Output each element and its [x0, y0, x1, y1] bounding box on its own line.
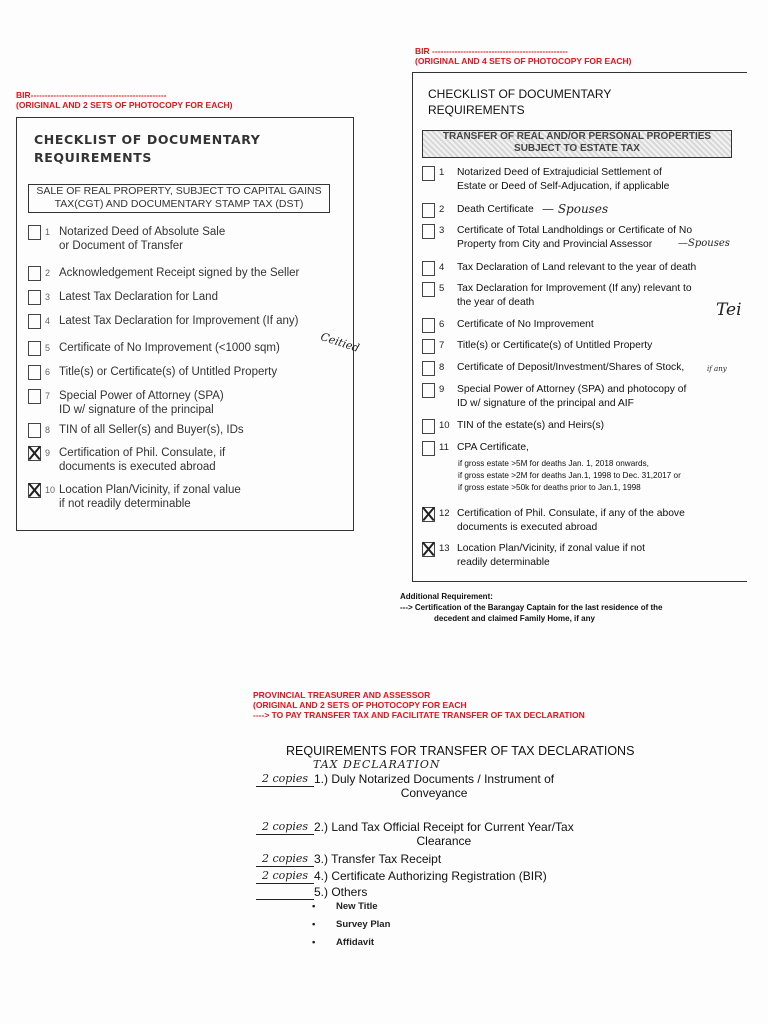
others-item: • New Title: [312, 901, 378, 912]
handwritten-copies: 2 copies: [256, 852, 314, 867]
checkbox[interactable]: [28, 314, 41, 329]
bottom-title: REQUIREMENTS FOR TRANSFER OF TAX DECLARATIONS: [286, 744, 635, 758]
item-text: TIN of the estate(s) and Heirs(s): [457, 420, 605, 431]
item-text: Special Power of Attorney (SPA) ID w/ signature of the principal: [59, 390, 224, 416]
left-handwritten-note: Ceitied: [318, 330, 361, 355]
checkbox[interactable]: [28, 225, 41, 240]
right-checklist-item: [422, 383, 686, 411]
left-checklist-item: [28, 365, 277, 380]
cpa-conditions: [458, 458, 681, 494]
item-number: 10: [45, 485, 56, 495]
item-text: Latest Tax Declaration for Land: [59, 291, 218, 303]
checkbox[interactable]: [28, 266, 41, 281]
checkbox[interactable]: [422, 441, 435, 456]
item-number: 8: [45, 425, 51, 435]
right-checklist-item: [422, 339, 652, 354]
item-number: 11: [439, 442, 449, 453]
checkbox[interactable]: [422, 339, 435, 354]
item-number: 2: [45, 268, 51, 278]
checkbox[interactable]: [422, 507, 435, 522]
handwritten-if-any: if any: [707, 365, 727, 373]
checkbox[interactable]: [422, 318, 435, 333]
left-checklist-item: [28, 225, 225, 253]
bottom-note-2: ----> TO PAY TRANSFER TAX AND FACILITATE TRANSFER OF TAX DECLARATION: [253, 710, 585, 720]
handwritten-copies: 2 copies: [256, 820, 314, 835]
right-checklist-item: [422, 542, 645, 570]
handwritten-copies: [256, 885, 314, 900]
right-title: CHECKLIST OF DOCUMENTARY REQUIREMENTS: [428, 87, 612, 117]
left-checklist-item: [28, 389, 224, 417]
left-copies-note: (ORIGINAL AND 2 SETS OF PHOTOCOPY FOR EACH): [16, 100, 233, 110]
item-text: Acknowledgement Receipt signed by the Seller: [59, 267, 300, 279]
item-text: Notarized Deed of Absolute Sale or Document of Transfer: [59, 226, 226, 252]
checkbox[interactable]: [28, 365, 41, 380]
right-checklist-item: [422, 361, 684, 376]
item-number: 1: [45, 227, 51, 237]
requirement-text: 1.) Duly Notarized Documents / Instrument of Conveyance: [314, 772, 555, 800]
item-text: Certification of Phil. Consulate, if any of the above documents is executed abroad: [457, 508, 685, 533]
item-text: Location Plan/Vicinity, if zonal value if not readily determinable: [457, 543, 645, 568]
item-text: Notarized Deed of Extrajudicial Settlement of Estate or Deed of Self-Adjucation, if applicable: [457, 167, 670, 192]
additional-requirement: Additional Requirement: ---> Certification of the Barangay Captain for the last residence of the decedent and claimed Family Home, if any: [400, 592, 663, 623]
requirement-text: 4.) Certificate Authorizing Registration (BIR): [314, 869, 547, 883]
item-number: 9: [439, 384, 445, 395]
checkbox[interactable]: [422, 282, 435, 297]
checkbox[interactable]: [422, 261, 435, 276]
item-text: Certification of Phil. Consulate, if documents is executed abroad: [59, 447, 226, 473]
checkbox[interactable]: [28, 290, 41, 305]
requirement-item: [256, 852, 441, 867]
item-text: Latest Tax Declaration for Improvement (If any): [59, 315, 299, 327]
right-checklist-item: [422, 224, 692, 252]
cpa-condition: if gross estate >2M for deaths Jan.1, 1998 to Dec. 31,2017 or: [458, 471, 681, 480]
left-checklist-item: [28, 341, 280, 356]
others-list: [312, 900, 390, 950]
item-number: 5: [439, 283, 445, 294]
handwritten-copies: 2 copies: [256, 869, 314, 884]
item-text: CPA Certificate,: [457, 442, 529, 453]
item-number: 2: [439, 204, 445, 215]
bottom-note-1: (ORIGINAL AND 2 SETS OF PHOTOCOPY FOR EACH: [253, 700, 467, 710]
item-number: 7: [439, 340, 445, 351]
checkbox[interactable]: [28, 389, 41, 404]
checkbox[interactable]: [422, 419, 435, 434]
right-checklist-item: [422, 166, 669, 194]
checkbox[interactable]: [28, 341, 41, 356]
right-copies-note: (ORIGINAL AND 4 SETS OF PHOTOCOPY FOR EACH): [415, 56, 632, 66]
item-number: 3: [439, 225, 445, 236]
requirement-text: 5.) Others: [314, 885, 368, 899]
item-text: Certificate of No Improvement: [457, 319, 594, 330]
item-text: Death Certificate: [457, 204, 534, 215]
checkbox[interactable]: [422, 224, 435, 239]
item-text: Tax Declaration of Land relevant to the year of death: [457, 262, 697, 273]
handwritten-tax-declaration: TAX DECLARATION: [313, 758, 441, 771]
item-number: 4: [45, 316, 51, 326]
right-checklist-item: [422, 318, 594, 333]
left-checklist-item: [28, 290, 218, 305]
checkbox[interactable]: [28, 446, 41, 461]
handwritten-copies: 2 copies: [256, 772, 314, 787]
item-number: 8: [439, 362, 445, 373]
left-checklist-item: [28, 483, 241, 511]
requirement-item: [256, 772, 554, 800]
right-checklist-item: [422, 261, 696, 276]
right-checklist-item: [422, 282, 692, 310]
item-text: Certificate of No Improvement (<1000 sqm): [59, 342, 280, 354]
checkbox[interactable]: [422, 203, 435, 218]
requirement-text: 2.) Land Tax Official Receipt for Current Year/Tax Clearance: [314, 820, 574, 848]
requirement-item: [256, 885, 367, 900]
item-number: 9: [45, 448, 51, 458]
left-title: CHECKLIST OF DOCUMENTARY REQUIREMENTS: [34, 132, 261, 165]
left-checklist-item: [28, 266, 299, 281]
requirement-item: [256, 820, 574, 848]
item-number: 6: [45, 367, 51, 377]
checkbox[interactable]: [422, 166, 435, 181]
requirement-item: [256, 869, 547, 884]
item-number: 12: [439, 508, 450, 519]
right-checklist-item: [422, 441, 529, 456]
item-text: Tax Declaration for Improvement (If any) relevant to the year of death: [457, 283, 692, 308]
handwritten-spouses-2: —Spouses: [678, 238, 730, 249]
handwritten-tei: Tei: [716, 300, 742, 320]
checkbox[interactable]: [422, 383, 435, 398]
right-subtitle: TRANSFER OF REAL AND/OR PERSONAL PROPERTIES SUBJECT TO ESTATE TAX: [422, 130, 732, 158]
item-number: 6: [439, 319, 445, 330]
left-checklist-item: [28, 446, 225, 474]
item-text: Title(s) or Certificate(s) of Untitled Property: [457, 340, 653, 351]
checkbox[interactable]: [28, 483, 41, 498]
item-text: TIN of all Seller(s) and Buyer(s), IDs: [59, 424, 244, 436]
right-checklist-item: [422, 507, 685, 535]
item-text: Location Plan/Vicinity, if zonal value if not readily determinable: [59, 484, 241, 510]
checkbox[interactable]: [28, 423, 41, 438]
item-number: 7: [45, 391, 51, 401]
item-number: 3: [45, 292, 51, 302]
left-agency: BIR------------------------------------------------: [16, 90, 167, 100]
item-number: 10: [439, 420, 450, 431]
item-text: Title(s) or Certificate(s) of Untitled Property: [59, 366, 278, 378]
item-text: Certificate of Deposit/Investment/Shares of Stock,: [457, 362, 685, 373]
cpa-condition: if gross estate >50k for deaths prior to Jan.1, 1998: [458, 483, 641, 492]
right-agency: BIR ------------------------------------------------: [415, 46, 568, 56]
right-checklist-item: [422, 419, 604, 434]
checkbox[interactable]: [422, 542, 435, 557]
requirement-text: 3.) Transfer Tax Receipt: [314, 852, 442, 866]
bottom-agency: PROVINCIAL TREASURER AND ASSESSOR: [253, 690, 431, 700]
item-text: Special Power of Attorney (SPA) and photocopy of ID w/ signature of the principal and AIF: [457, 384, 687, 409]
others-item: • Affidavit: [312, 937, 374, 948]
checkbox[interactable]: [422, 361, 435, 376]
item-text: Certificate of Total Landholdings or Certificate of No Property from City and Provincial Assessor: [457, 225, 693, 250]
left-subtitle: SALE OF REAL PROPERTY, SUBJECT TO CAPITAL GAINS TAX(CGT) AND DOCUMENTARY STAMP TAX (DST): [28, 184, 330, 213]
left-checklist-item: [28, 314, 298, 329]
right-checklist-item: [422, 203, 534, 218]
item-number: 5: [45, 343, 51, 353]
cpa-condition: if gross estate >5M for deaths Jan. 1, 2018 onwards,: [458, 459, 649, 468]
item-number: 13: [439, 543, 450, 554]
left-checklist-item: [28, 423, 244, 438]
item-number: 1: [439, 167, 445, 178]
handwritten-spouses-1: — Spouses: [542, 202, 609, 216]
others-item: • Survey Plan: [312, 919, 391, 930]
item-number: 4: [439, 262, 445, 273]
